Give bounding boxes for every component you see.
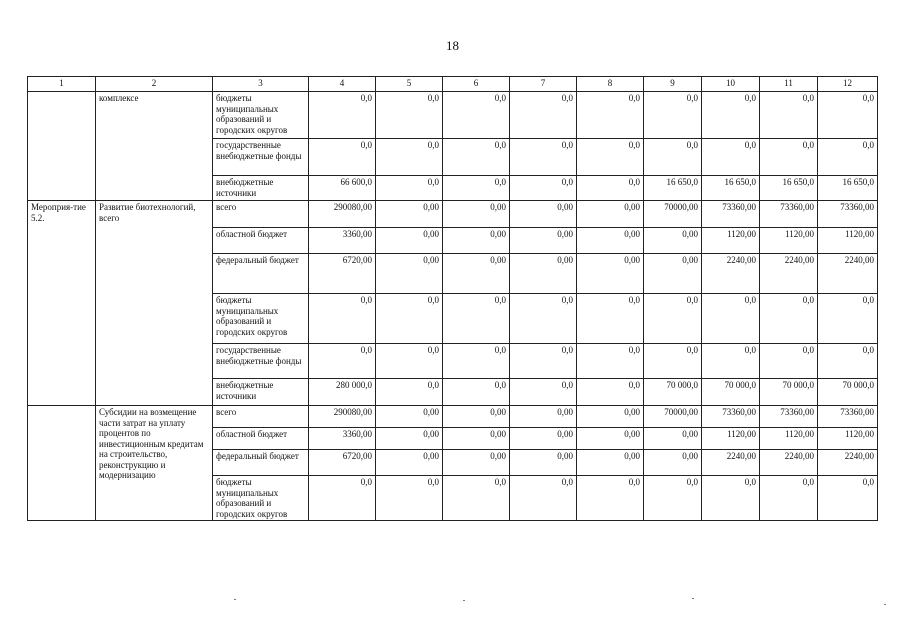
column-header: 5 [376, 77, 443, 92]
value-cell: 1120,00 [760, 228, 818, 254]
value-cell: 0,0 [443, 92, 510, 139]
column-header: 9 [644, 77, 702, 92]
value-cell: 0,00 [644, 428, 702, 450]
value-cell: 0,0 [376, 379, 443, 406]
value-cell: 0,0 [702, 476, 760, 521]
value-cell: 73360,00 [760, 406, 818, 428]
value-cell: 0,0 [510, 379, 577, 406]
value-cell: 0,0 [376, 176, 443, 201]
value-cell: 0,0 [443, 476, 510, 521]
value-cell: 0,00 [510, 254, 577, 294]
value-cell: 0,0 [577, 92, 644, 139]
funding-source-cell: государственные внебюджетные фонды [213, 344, 309, 379]
funding-source-cell: областной бюджет [213, 228, 309, 254]
value-cell: 2240,00 [818, 450, 878, 476]
value-cell: 6720,00 [309, 450, 376, 476]
value-cell: 0,0 [376, 92, 443, 139]
column-header: 7 [510, 77, 577, 92]
value-cell: 0,0 [376, 476, 443, 521]
value-cell: 0,0 [510, 344, 577, 379]
value-cell: 0,0 [443, 294, 510, 344]
value-cell: 0,0 [818, 294, 878, 344]
value-cell: 0,00 [443, 201, 510, 228]
scan-speck [234, 599, 236, 600]
value-cell: 0,0 [818, 92, 878, 139]
value-cell: 0,0 [702, 344, 760, 379]
value-cell: 70 000,0 [818, 379, 878, 406]
table-row [28, 406, 878, 428]
value-cell: 0,0 [760, 139, 818, 176]
value-cell: 0,0 [644, 139, 702, 176]
value-cell: 0,0 [309, 294, 376, 344]
value-cell: 0,00 [577, 428, 644, 450]
funding-source-cell: бюджеты муниципальных образований и городских округов [213, 294, 309, 344]
value-cell: 0,0 [309, 344, 376, 379]
funding-source-cell: федеральный бюджет [213, 254, 309, 294]
funding-source-cell: внебюджетные источники [213, 176, 309, 201]
column-header: 11 [760, 77, 818, 92]
value-cell: 0,0 [443, 379, 510, 406]
value-cell: 290080,00 [309, 201, 376, 228]
value-cell: 6720,00 [309, 254, 376, 294]
value-cell: 0,0 [760, 294, 818, 344]
column-header: 3 [213, 77, 309, 92]
value-cell: 70 000,0 [760, 379, 818, 406]
value-cell: 70000,00 [644, 406, 702, 428]
funding-source-cell: всего [213, 201, 309, 228]
value-cell: 0,00 [510, 428, 577, 450]
value-cell: 0,00 [510, 406, 577, 428]
table-body [28, 92, 878, 521]
measure-id-cell [28, 92, 96, 201]
value-cell: 16 650,0 [702, 176, 760, 201]
value-cell: 1120,00 [760, 428, 818, 450]
scan-speck [463, 600, 465, 601]
funding-source-cell: государственные внебюджетные фонды [213, 139, 309, 176]
value-cell: 0,00 [443, 254, 510, 294]
value-cell: 2240,00 [818, 254, 878, 294]
column-header: 8 [577, 77, 644, 92]
value-cell: 73360,00 [702, 406, 760, 428]
value-cell: 0,00 [577, 254, 644, 294]
value-cell: 0,00 [577, 406, 644, 428]
measure-id-cell: Мероприя-тие 5.2. [28, 201, 96, 406]
value-cell: 0,0 [510, 476, 577, 521]
value-cell: 1120,00 [818, 428, 878, 450]
value-cell: 0,0 [577, 379, 644, 406]
value-cell: 0,0 [818, 139, 878, 176]
measure-name-cell: комплексе [96, 92, 213, 201]
value-cell: 0,00 [644, 228, 702, 254]
value-cell: 70 000,0 [644, 379, 702, 406]
value-cell: 2240,00 [702, 450, 760, 476]
scan-speck [884, 604, 886, 605]
column-header: 6 [443, 77, 510, 92]
column-header: 2 [96, 77, 213, 92]
value-cell: 0,00 [443, 228, 510, 254]
value-cell: 73360,00 [818, 201, 878, 228]
value-cell: 0,0 [376, 294, 443, 344]
funding-source-cell: областной бюджет [213, 428, 309, 450]
value-cell: 0,00 [376, 228, 443, 254]
column-header: 4 [309, 77, 376, 92]
value-cell: 0,0 [577, 344, 644, 379]
value-cell: 290080,00 [309, 406, 376, 428]
value-cell: 0,00 [376, 450, 443, 476]
value-cell: 0,0 [443, 139, 510, 176]
value-cell: 0,00 [376, 201, 443, 228]
measure-id-cell [28, 406, 96, 521]
value-cell: 2240,00 [760, 450, 818, 476]
value-cell: 0,0 [760, 92, 818, 139]
value-cell: 3360,00 [309, 228, 376, 254]
value-cell: 0,0 [644, 344, 702, 379]
value-cell: 0,00 [644, 254, 702, 294]
measure-name-cell: Субсидии на возмещение части затрат на уплату процентов по инвестиционным кредитам на строительство, реконструкцию и модернизацию [96, 406, 213, 521]
value-cell: 0,00 [510, 228, 577, 254]
value-cell: 1120,00 [702, 428, 760, 450]
value-cell: 0,0 [376, 344, 443, 379]
value-cell: 0,00 [577, 450, 644, 476]
budget-table [27, 76, 878, 521]
value-cell: 16 650,0 [760, 176, 818, 201]
value-cell: 0,0 [510, 139, 577, 176]
page-number: 18 [446, 38, 459, 53]
value-cell: 0,0 [510, 176, 577, 201]
value-cell: 1120,00 [818, 228, 878, 254]
value-cell: 0,0 [818, 476, 878, 521]
value-cell: 70000,00 [644, 201, 702, 228]
value-cell: 0,0 [760, 476, 818, 521]
value-cell: 0,0 [644, 476, 702, 521]
value-cell: 16 650,0 [818, 176, 878, 201]
value-cell: 73360,00 [760, 201, 818, 228]
value-cell: 70 000,0 [702, 379, 760, 406]
funding-source-cell: всего [213, 406, 309, 428]
value-cell: 0,0 [309, 92, 376, 139]
value-cell: 0,0 [510, 92, 577, 139]
value-cell: 2240,00 [702, 254, 760, 294]
column-header: 1 [28, 77, 96, 92]
funding-source-cell: бюджеты муниципальных образований и городских округов [213, 476, 309, 521]
table-row [28, 92, 878, 139]
value-cell: 0,0 [577, 294, 644, 344]
value-cell: 0,0 [309, 476, 376, 521]
funding-source-cell: федеральный бюджет [213, 450, 309, 476]
value-cell: 16 650,0 [644, 176, 702, 201]
value-cell: 0,0 [309, 139, 376, 176]
value-cell: 0,00 [510, 450, 577, 476]
funding-source-cell: внебюджетные источники [213, 379, 309, 406]
value-cell: 0,0 [760, 344, 818, 379]
value-cell: 0,0 [702, 92, 760, 139]
value-cell: 0,0 [577, 176, 644, 201]
value-cell: 0,0 [644, 92, 702, 139]
value-cell: 0,0 [644, 294, 702, 344]
value-cell: 0,0 [577, 139, 644, 176]
value-cell: 0,0 [702, 139, 760, 176]
value-cell: 1120,00 [702, 228, 760, 254]
value-cell: 73360,00 [818, 406, 878, 428]
value-cell: 73360,00 [702, 201, 760, 228]
value-cell: 0,0 [376, 139, 443, 176]
value-cell: 280 000,0 [309, 379, 376, 406]
value-cell: 0,00 [644, 450, 702, 476]
funding-source-cell: бюджеты муниципальных образований и городских округов [213, 92, 309, 139]
value-cell: 0,00 [376, 254, 443, 294]
header-row [28, 77, 878, 92]
value-cell: 0,00 [443, 406, 510, 428]
value-cell: 0,0 [702, 294, 760, 344]
value-cell: 0,0 [818, 344, 878, 379]
value-cell: 0,0 [510, 294, 577, 344]
table-row [28, 201, 878, 228]
value-cell: 2240,00 [760, 254, 818, 294]
column-header: 12 [818, 77, 878, 92]
value-cell: 0,00 [510, 201, 577, 228]
value-cell: 0,00 [443, 450, 510, 476]
value-cell: 0,0 [577, 476, 644, 521]
value-cell: 66 600,0 [309, 176, 376, 201]
value-cell: 0,00 [376, 428, 443, 450]
value-cell: 3360,00 [309, 428, 376, 450]
value-cell: 0,0 [443, 344, 510, 379]
value-cell: 0,0 [443, 176, 510, 201]
value-cell: 0,00 [577, 201, 644, 228]
value-cell: 0,00 [376, 406, 443, 428]
value-cell: 0,00 [443, 428, 510, 450]
value-cell: 0,00 [577, 228, 644, 254]
column-header: 10 [702, 77, 760, 92]
measure-name-cell: Развитие биотехнологий, всего [96, 201, 213, 406]
scan-speck [692, 598, 694, 599]
